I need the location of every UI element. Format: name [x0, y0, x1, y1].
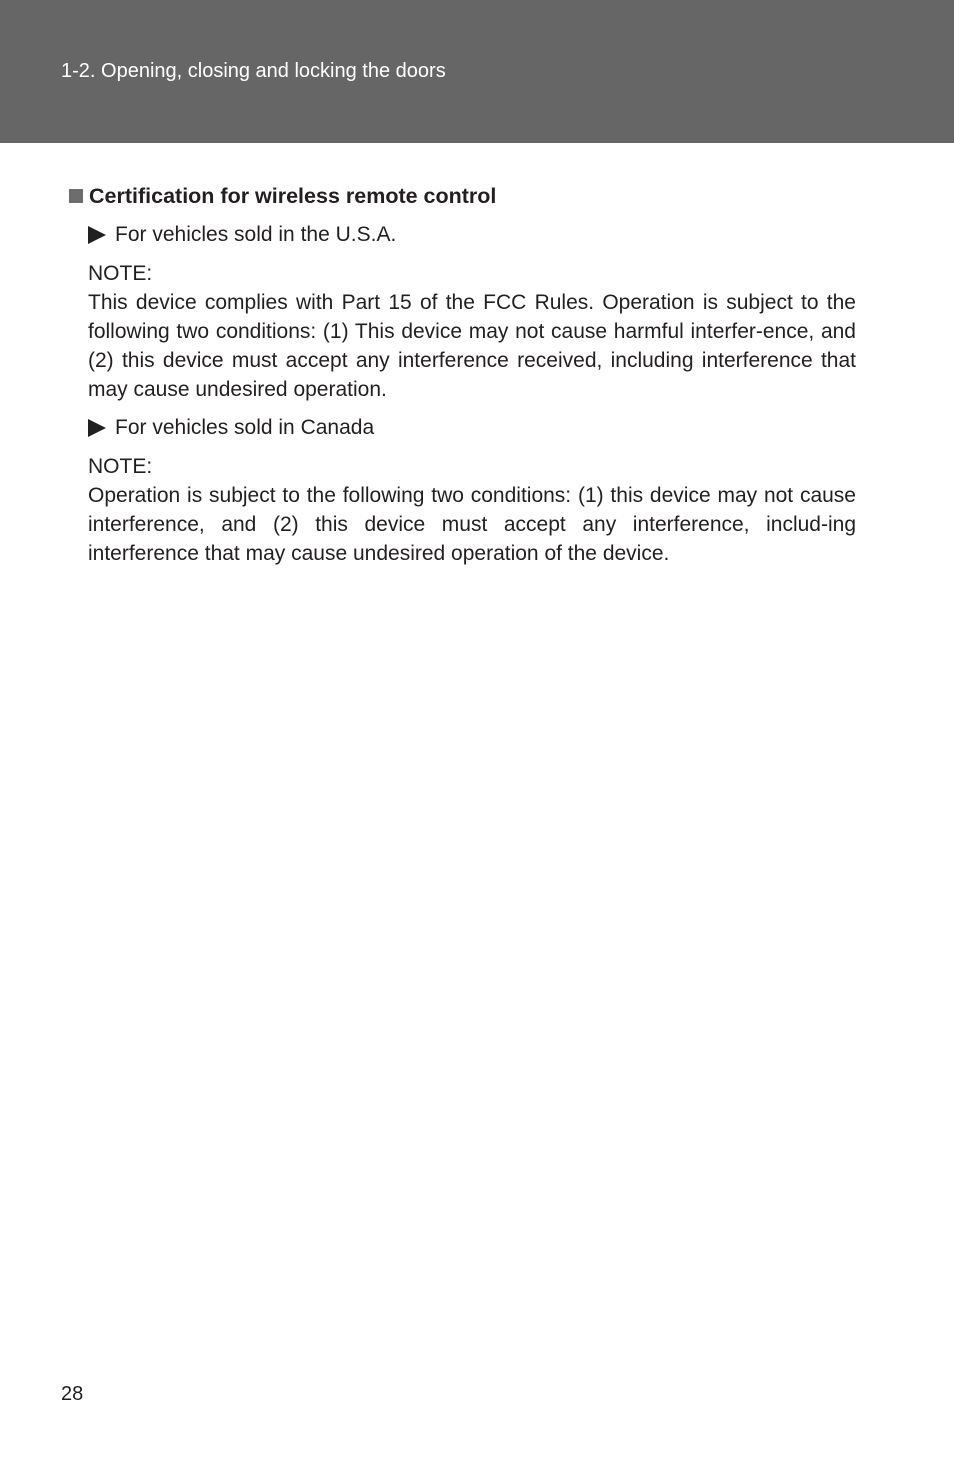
usa-label: For vehicles sold in the U.S.A. [115, 223, 397, 246]
canada-note-label: NOTE: [88, 455, 153, 478]
certification-section [68, 182, 856, 568]
canada-sub-heading [88, 414, 856, 442]
canada-label: For vehicles sold in Canada [115, 416, 375, 439]
square-bullet-icon [69, 189, 83, 203]
section-heading [68, 182, 856, 210]
usa-block [88, 221, 856, 404]
canada-note-body: Operation is subject to the following two conditions: (1) this device may not cause interference, and (2) this device must accept any interference, includ-ing interference that may cause undesired operation of the device. [88, 484, 856, 565]
chapter-header-band [0, 0, 954, 143]
chapter-section-title: 1-2. Opening, closing and locking the doors [61, 60, 446, 82]
usa-note-label: NOTE: [88, 262, 153, 285]
usa-note-body: This device complies with Part 15 of the FCC Rules. Operation is subject to the following two conditions: (1) This device may not cause harmful interfer-ence, and (2) this device must accept any interference received, including interference that may cause undesired operation. [88, 291, 856, 401]
triangle-bullet-icon [88, 419, 106, 437]
page-number: 28 [61, 1383, 84, 1405]
section-heading-text: Certification for wireless remote control [89, 183, 497, 208]
usa-sub-heading [88, 221, 856, 249]
canada-block [88, 414, 856, 568]
triangle-bullet-icon [88, 226, 106, 244]
